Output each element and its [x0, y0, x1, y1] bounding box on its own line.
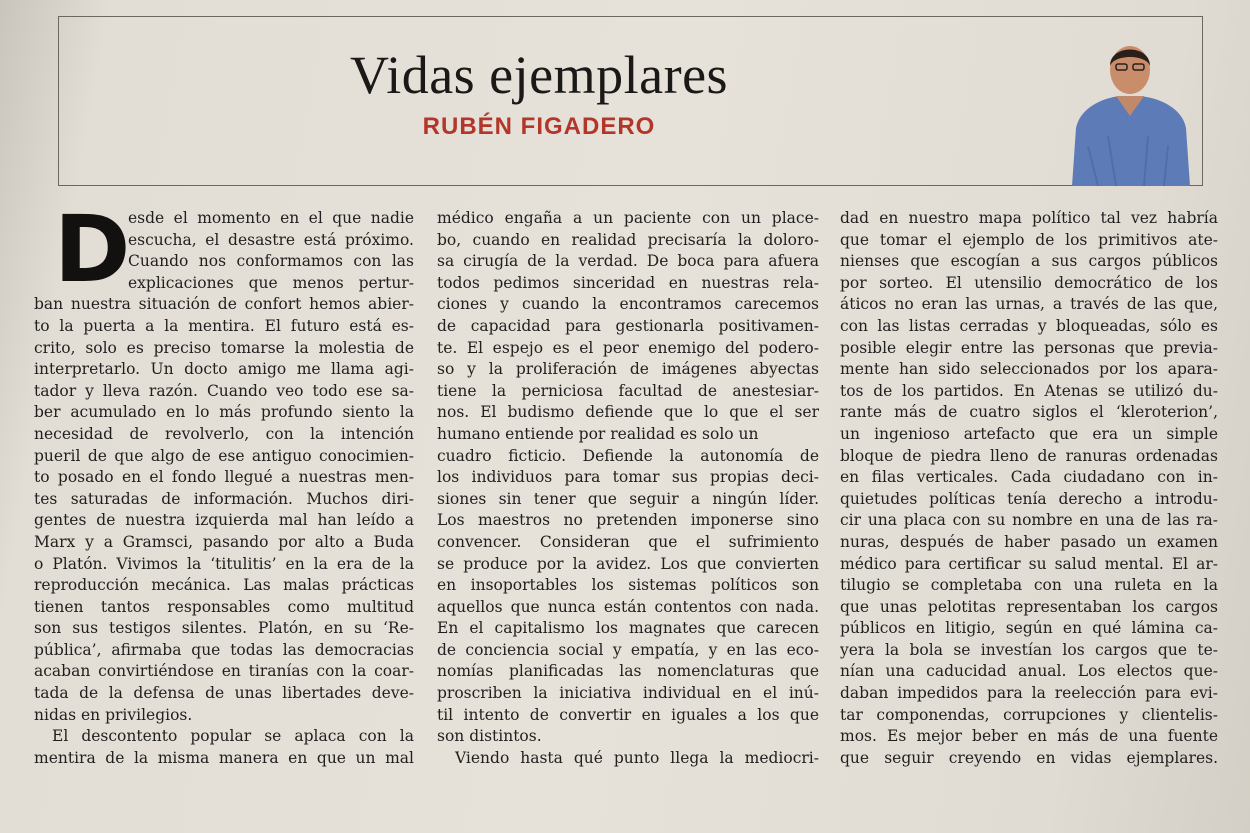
- text-line: cir una placa con su nombre en una de las ra-: [840, 511, 1218, 530]
- author-byline: RUBÉN FIGADERO: [422, 113, 656, 140]
- text-line: pueril de que algo de ese antiguo conocimien-: [34, 446, 414, 465]
- text-line: escucha, el desastre está próximo.: [128, 230, 414, 249]
- text-line: todos pedimos sinceridad en nuestras rela-: [437, 273, 819, 292]
- text-line: nos. El budismo defiende que lo que el ser: [437, 403, 819, 422]
- text-line: pública’, afirmaba que todas las democracias: [34, 640, 414, 659]
- text-line: con las listas cerradas y bloqueadas, sólo es: [840, 316, 1218, 335]
- text-line: médico para certificar su salud mental. El ar-: [840, 554, 1218, 573]
- text-line: en insoportables los sistemas políticos son: [437, 576, 819, 595]
- text-line: mentira de la misma manera en que un mal: [34, 748, 414, 767]
- text-line: son sus testigos silentes. Platón, en su ‘Re-: [34, 619, 414, 638]
- text-line: que unas pelotitas representaban los cargos: [840, 597, 1218, 616]
- text-line: nían una caducidad anual. Los electos que-: [840, 662, 1218, 681]
- author-photo: [1068, 36, 1192, 186]
- text-line: nomías planificadas las nomenclaturas que: [437, 662, 819, 681]
- text-line: de capacidad para gestionarla positivamen-: [437, 316, 819, 335]
- text-line: son distintos.: [437, 727, 542, 746]
- text-line: posible elegir entre las personas que previa-: [840, 338, 1218, 357]
- text-line: te. El espejo es el peor enemigo del podero-: [437, 338, 819, 357]
- column-3: [840, 208, 1218, 769]
- text-line: tes saturadas de información. Muchos diri-: [34, 489, 414, 508]
- text-line: daban impedidos para la reelección para evi-: [840, 684, 1218, 703]
- text-line: aquellos que nunca están contentos con nada.: [437, 597, 819, 616]
- column-1: [34, 196, 414, 769]
- text-line: so y la proliferación de imágenes abyectas: [437, 360, 819, 379]
- article-title: Vidas ejemplares: [349, 45, 729, 105]
- text-line: nienses que escogían a sus cargos públicos: [840, 252, 1218, 271]
- text-line: nuras, después de haber pasado un examen: [840, 532, 1218, 551]
- text-line: Viendo hasta qué punto llega la mediocri-: [455, 748, 819, 767]
- text-line: públicos en litigio, según en qué lámina ca-: [840, 619, 1218, 638]
- text-line: tienen tantos responsables como multitud: [34, 597, 414, 616]
- text-line: humano entiende por realidad es solo un: [437, 424, 759, 443]
- drop-cap: D: [54, 196, 131, 303]
- text-line: dad en nuestro mapa político tal vez habría: [840, 209, 1218, 227]
- text-line: bo, cuando en realidad precisaría la doloro-: [437, 230, 819, 249]
- text-line: mente han sido seleccionados por los apara-: [840, 360, 1218, 379]
- text-line: El descontento popular se aplaca con la: [52, 727, 414, 746]
- column-2: [437, 208, 819, 769]
- text-line: ber acumulado en lo más profundo siento la: [34, 403, 414, 422]
- text-line: tador y lleva razón. Cuando veo todo ese sa-: [34, 381, 414, 400]
- text-line: un ingenioso artefacto que era un simple: [840, 424, 1218, 443]
- text-line: tada de la defensa de unas libertades deve-: [34, 684, 414, 703]
- text-line: necesidad de revolverlo, con la intención: [34, 424, 414, 443]
- text-line: rante más de cuatro siglos el ‘kleroterion’,: [840, 403, 1218, 422]
- text-line: tilugio se completaba con una ruleta en la: [840, 576, 1218, 595]
- text-line: tar componendas, corrupciones y clientelis-: [840, 705, 1218, 724]
- text-line: convencer. Consideran que el sufrimiento: [437, 532, 819, 551]
- text-line: to la puerta a la mentira. El futuro está es-: [34, 316, 414, 335]
- article-header: [58, 16, 1203, 186]
- text-line: que seguir creyendo en vidas ejemplares.: [840, 748, 1218, 767]
- text-line: Cuando nos conformamos con las: [128, 252, 414, 271]
- text-line: en filas verticales. Cada ciudadano con in-: [840, 468, 1218, 487]
- text-line: gentes de nuestra izquierda mal han leído a: [34, 511, 414, 530]
- text-line: esde el momento en el que nadie: [128, 209, 414, 227]
- text-line: se produce por la avidez. Los que convierten: [437, 554, 819, 573]
- text-line: o Platón. Vivimos la ‘titulitis’ en la era de la: [34, 554, 414, 573]
- text-line: médico engaña a un paciente con un place-: [437, 209, 819, 227]
- text-line: nidas en privilegios.: [34, 705, 193, 724]
- text-line: reproducción mecánica. Las malas prácticas: [34, 576, 414, 595]
- text-line: cuadro ficticio. Defiende la autonomía de: [437, 446, 819, 465]
- text-line: to posado en el fondo llegué a nuestras men-: [34, 468, 414, 487]
- text-line: bloque de piedra lleno de ranuras ordenadas: [840, 446, 1218, 465]
- text-line: áticos no eran las urnas, a través de las que,: [840, 295, 1218, 314]
- text-line: siones sin tener que seguir a ningún líder.: [437, 489, 819, 508]
- text-line: Marx y a Gramsci, pasando por alto a Buda: [34, 532, 414, 551]
- text-line: tos de los partidos. En Atenas se utilizó du-: [840, 381, 1218, 400]
- text-line: crito, solo es preciso tomarse la molestia de: [34, 338, 414, 357]
- text-line: ban nuestra situación de confort hemos abier-: [34, 295, 414, 314]
- text-line: acaban convirtiéndose en tiranías con la coar-: [34, 662, 414, 681]
- text-line: interpretarlo. Un docto amigo me llama agi-: [34, 360, 414, 379]
- text-line: Los maestros no pretenden imponerse sino: [437, 511, 819, 530]
- text-line: sa cirugía de la verdad. De boca para afuera: [437, 252, 819, 271]
- text-line: mos. Es mejor beber en más de una fuente: [840, 727, 1218, 746]
- text-line: explicaciones que menos pertur-: [128, 273, 414, 292]
- text-line: por sorteo. El utensilio democrático de los: [840, 273, 1218, 292]
- text-line: quietudes políticas tenía derecho a introdu-: [840, 489, 1218, 508]
- text-line: que tomar el ejemplo de los primitivos ate-: [840, 230, 1218, 249]
- text-line: los individuos para tomar sus propias deci-: [437, 468, 819, 487]
- text-line: de conciencia social y empatía, y en las eco-: [437, 640, 819, 659]
- text-line: ciones y cuando la encontramos carecemos: [437, 295, 819, 314]
- text-line: En el capitalismo los magnates que carecen: [437, 619, 819, 638]
- text-line: til intento de convertir en iguales a los que: [437, 705, 819, 724]
- text-line: yera la bola se investían los cargos que te-: [840, 640, 1218, 659]
- text-line: proscriben la iniciativa individual en el inú-: [437, 684, 819, 703]
- text-line: tiene la perniciosa facultad de anestesiar-: [437, 381, 819, 400]
